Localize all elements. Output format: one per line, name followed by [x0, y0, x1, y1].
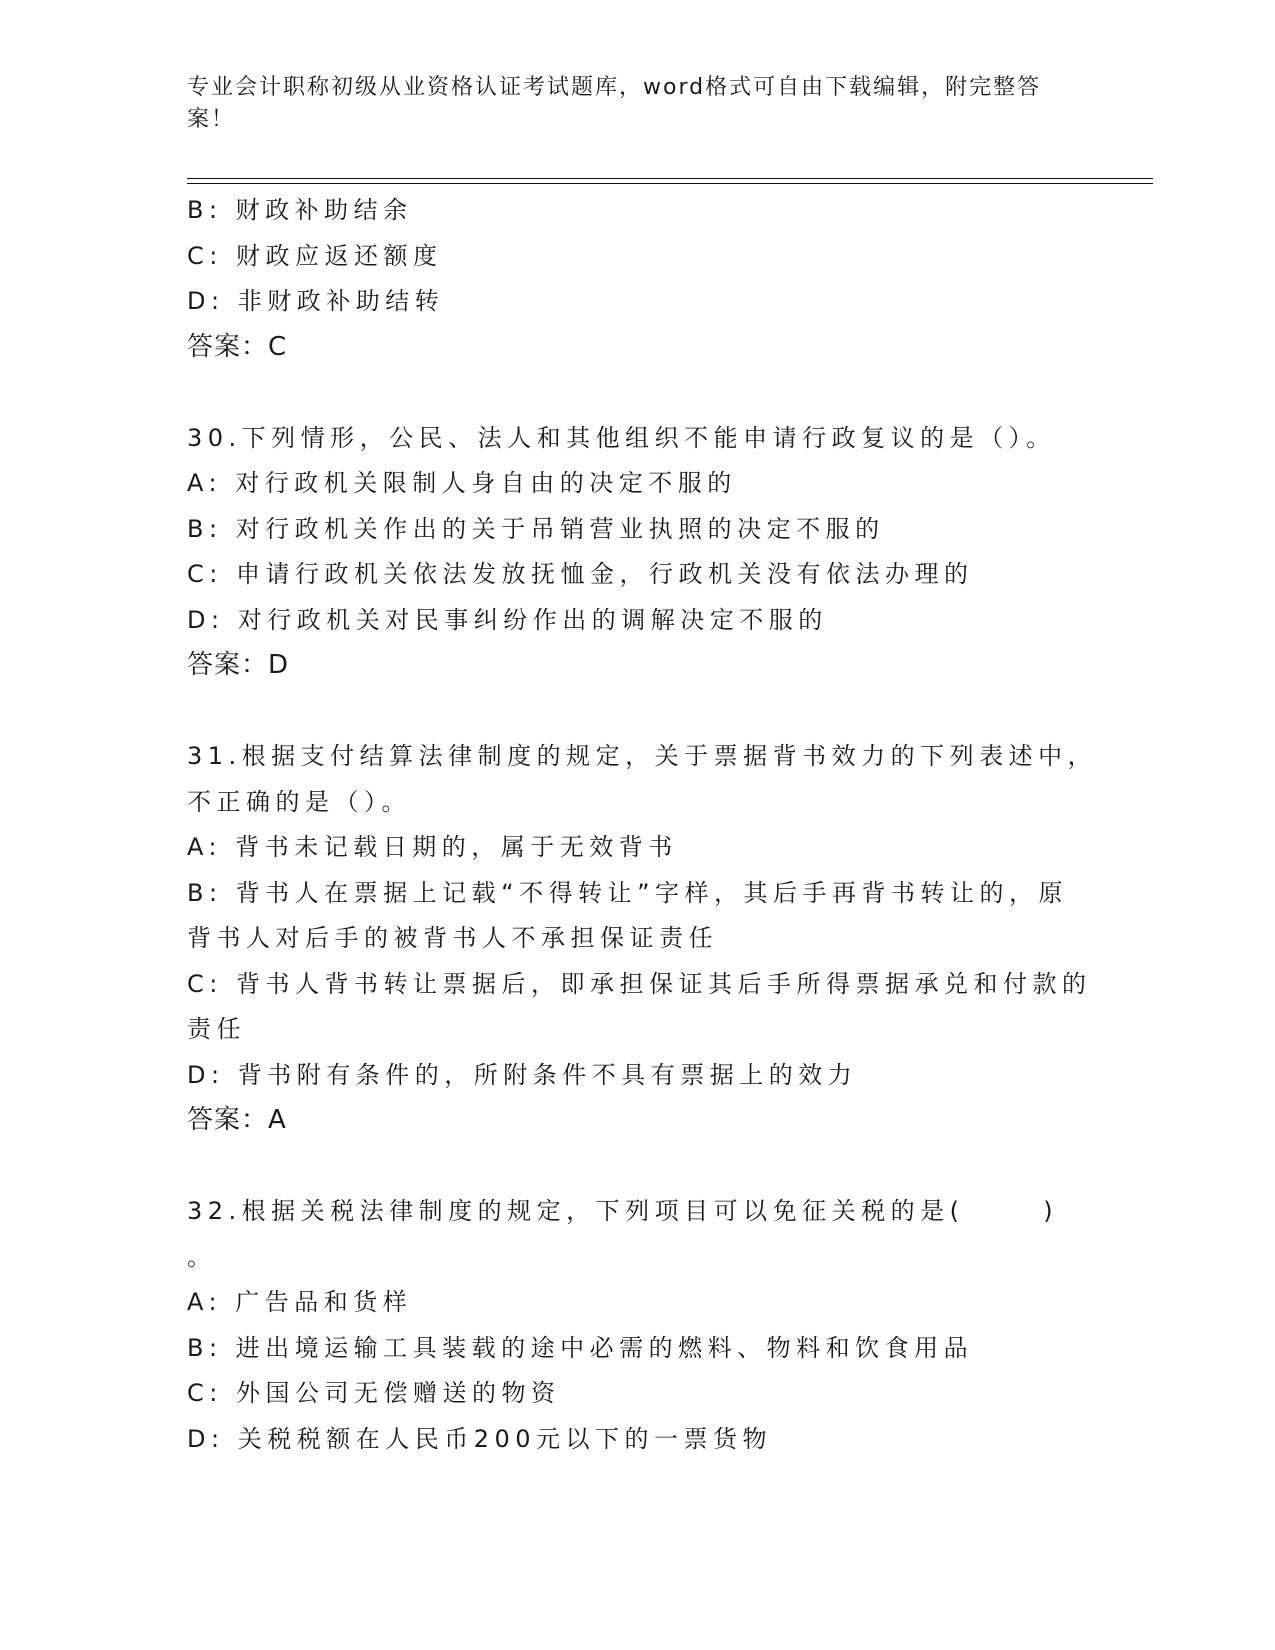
- option-c: C: 财政应返还额度: [187, 241, 443, 270]
- option-c-line-1: C: 背书人背书转让票据后，即承担保证其后手所得票据承兑和付款的: [187, 969, 1092, 998]
- page-header-text: 专业会计职称初级从业资格认证考试题库，word格式可自由下载编辑，附完整答案！: [187, 75, 1042, 132]
- option-d: D: 非财政补助结转: [187, 287, 445, 315]
- option-b: B: 对行政机关作出的关于吊销营业执照的决定不服的: [187, 514, 885, 543]
- answer-line: 答案：C: [187, 331, 288, 362]
- question-stem: 30.下列情形，公民、法人和其他组织不能申请行政复议的是（）。: [187, 423, 1056, 452]
- question-spacer: [187, 370, 1087, 416]
- option-c: C: 外国公司无偿赠送的物资: [187, 1379, 561, 1407]
- option-a: A: 广告品和货样: [187, 1288, 413, 1316]
- option-b-line-2: 背书人对后手的被背书人不承担保证责任: [187, 924, 718, 952]
- question-spacer: [187, 1144, 1087, 1190]
- question-32: [187, 1189, 1087, 1462]
- question-content: [187, 188, 1098, 1462]
- option-b: B: 财政补助结余: [187, 196, 413, 224]
- question-stem-line-1: 31.根据支付结算法律制度的规定，关于票据背书效力的下列表述中，: [187, 742, 1098, 770]
- option-c-line-2: 责任: [187, 1015, 246, 1043]
- option-d: D: 关税税额在人民币200元以下的一票货物: [187, 1424, 773, 1453]
- option-d: D: 背书附有条件的，所附条件不具有票据上的效力: [187, 1060, 858, 1089]
- answer-line: 答案：A: [187, 1105, 287, 1135]
- question-31: [187, 734, 1098, 1144]
- option-b-line-1: B: 背书人在票据上记载“不得转让”字样，其后手再背书转让的，原: [187, 878, 1069, 907]
- option-a: A: 背书未记载日期的，属于无效背书: [187, 833, 678, 861]
- option-a: A: 对行政机关限制人身自由的决定不服的: [187, 469, 737, 497]
- header-rule-bottom: [187, 183, 1153, 184]
- question-30: [187, 416, 1087, 689]
- question-stem-line-2: 。: [187, 1242, 217, 1271]
- question-29-tail: [187, 188, 1087, 370]
- option-d: D: 对行政机关对民事纠纷作出的调解决定不服的: [187, 605, 828, 634]
- option-b: B: 进出境运输工具装载的途中必需的燃料、物料和饮食用品: [187, 1333, 974, 1362]
- answer-line: 答案：D: [187, 650, 290, 680]
- header-rule-top: [187, 178, 1153, 179]
- question-stem-line-2: 不正确的是（）。: [187, 787, 411, 816]
- question-spacer: [187, 689, 1087, 735]
- question-stem-line-1: 32.根据关税法律制度的规定，下列项目可以免征关税的是( ): [187, 1197, 1059, 1225]
- option-c: C: 申请行政机关依法发放抚恤金，行政机关没有依法办理的: [187, 560, 974, 588]
